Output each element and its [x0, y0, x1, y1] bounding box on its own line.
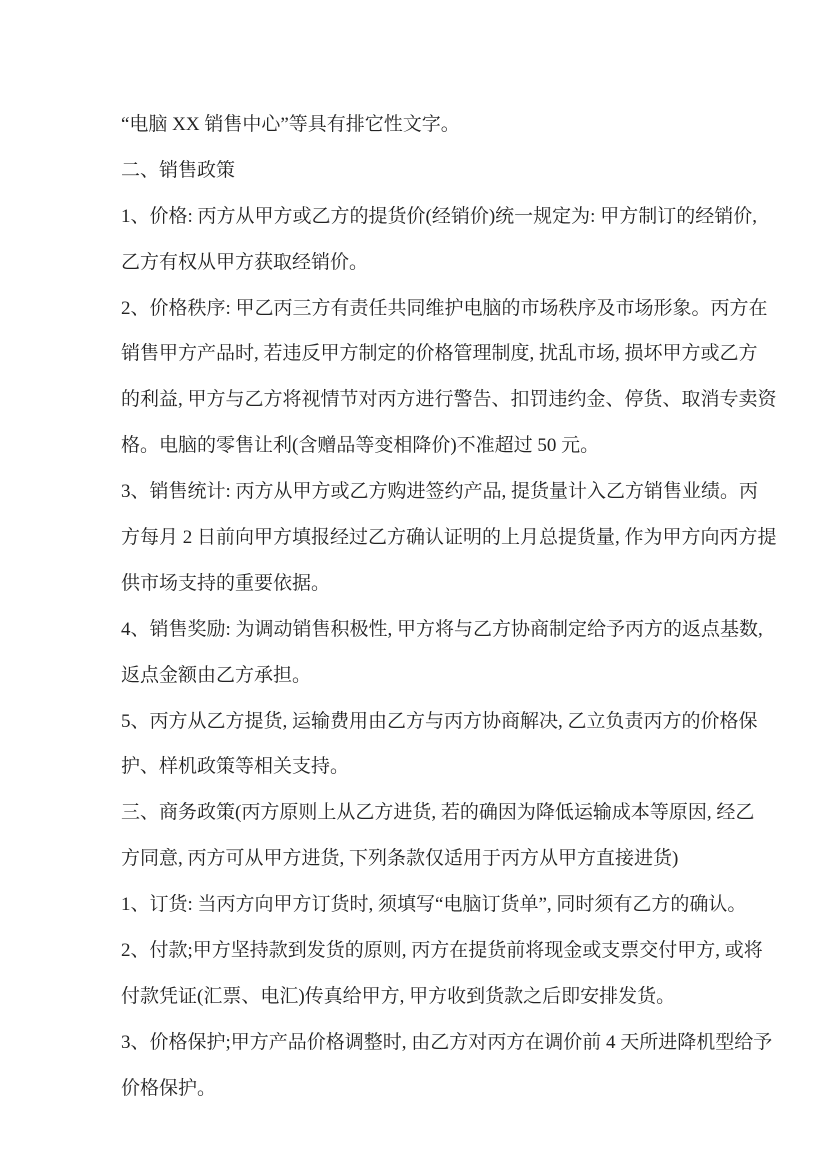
- text-line: 2、付款;甲方坚持款到发货的原则, 丙方在提货前将现金或支票交付甲方, 或将: [121, 940, 763, 962]
- paragraph: [121, 790, 755, 882]
- text-line: 3、销售统计: 丙方从甲方或乙方购进签约产品, 提货量计入乙方销售业绩。丙: [121, 481, 759, 503]
- text-line: 5、丙方从乙方提货, 运输费用由乙方与丙方协商解决, 乙立负责丙方的价格保: [121, 710, 758, 732]
- text-line: 销售甲方产品时, 若违反甲方制定的价格管理制度, 扰乱市场, 损坏甲方或乙方: [121, 343, 758, 365]
- paragraph: [121, 1020, 773, 1112]
- text-line: 格。电脑的零售让利(含赠品等变相降价)不准超过 50 元。: [121, 435, 600, 457]
- text-line: 方同意, 丙方可从甲方进货, 下列条款仅适用于丙方从甲方直接进货): [121, 848, 679, 870]
- document-page: [121, 102, 777, 1112]
- paragraph: [121, 607, 763, 699]
- text-line: 1、价格: 丙方从甲方或乙方的提货价(经销价)统一规定为: 甲方制订的经销价,: [121, 205, 757, 227]
- text-line: 价格保护。: [121, 1077, 217, 1099]
- text-line: 4、销售奖励: 为调动销售积极性, 甲方将与乙方协商制定给予丙方的返点基数,: [121, 618, 763, 640]
- paragraph: [121, 194, 757, 286]
- text-line: 护、样机政策等相关支持。: [121, 756, 350, 778]
- text-line: 三、商务政策(丙方原则上从乙方进货, 若的确因为降低运输成本等原因, 经乙: [121, 802, 755, 824]
- text-line: 付款凭证(汇票、电汇)传真给甲方, 甲方收到货款之后即安排发货。: [121, 985, 676, 1007]
- text-line: 3、价格保护;甲方产品价格调整时, 由乙方对丙方在调价前 4 天所进降机型给予: [121, 1031, 773, 1053]
- text-line: 2、价格秩序: 甲乙丙三方有责任共同维护电脑的市场秩序及市场形象。丙方在: [121, 297, 768, 319]
- paragraph: [121, 148, 711, 194]
- paragraph: [121, 699, 758, 791]
- text-line: 二、销售政策: [121, 159, 236, 181]
- text-line: 方每月 2 日前向甲方填报经过乙方确认证明的上月总提货量, 作为甲方向丙方提: [121, 527, 777, 549]
- paragraph: [121, 286, 777, 470]
- text-line: 乙方有权从甲方获取经销价。: [121, 251, 369, 273]
- paragraph: [121, 102, 711, 148]
- text-line: 返点金额由乙方承担。: [121, 664, 312, 686]
- text-line: 1、订货: 当丙方向甲方订货时, 须填写“电脑订货单”, 同时须有乙方的确认。: [121, 894, 747, 916]
- paragraph: [121, 469, 777, 607]
- text-line: “电脑 XX 销售中心”等具有排它性文字。: [121, 114, 460, 135]
- text-line: 的利益, 甲方与乙方将视情节对丙方进行警告、扣罚违约金、停货、取消专卖资: [121, 389, 777, 411]
- text-line: 供市场支持的重要依据。: [121, 572, 331, 594]
- paragraph: [121, 928, 763, 1020]
- paragraph: [121, 882, 747, 928]
